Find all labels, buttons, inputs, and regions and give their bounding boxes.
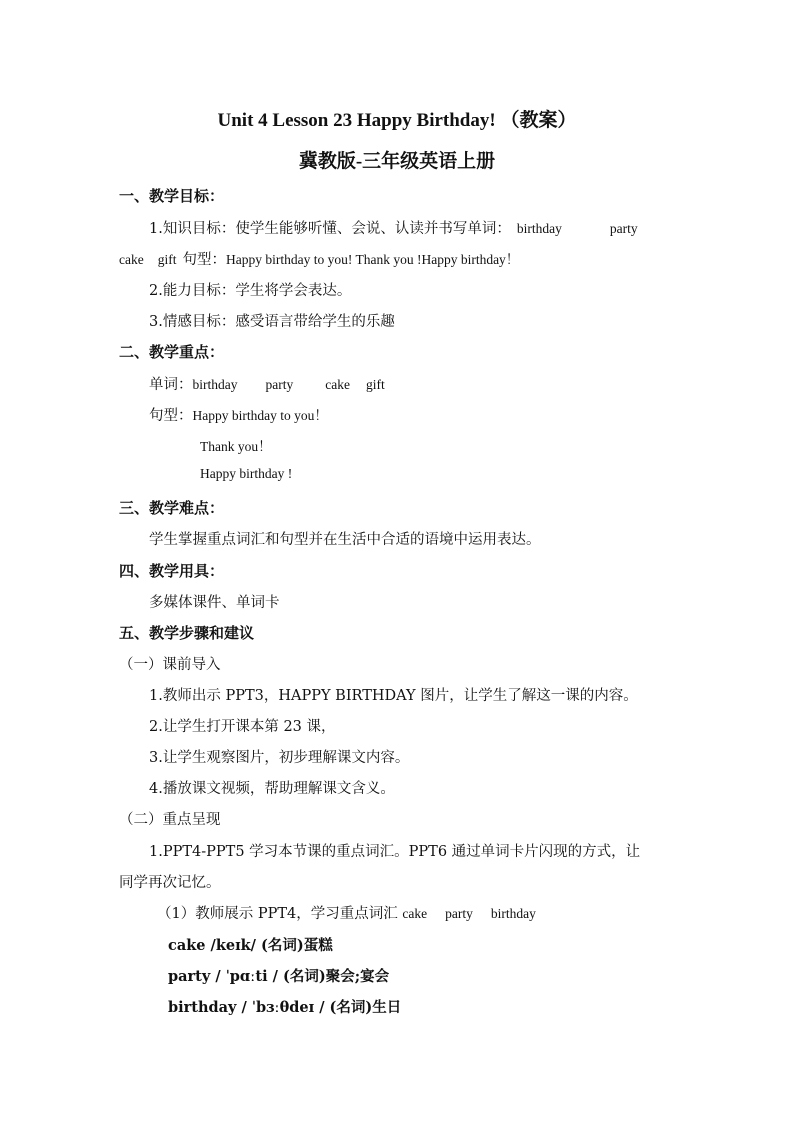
word-party: party [609,221,638,236]
word-gift: gift [157,252,177,267]
presentation-vocab-line [157,902,536,923]
key-word-party: party [265,377,294,392]
sentence-text: Happy birthday to you! Thank you !Happy birthday！ [225,252,520,267]
vocab-entry-party: party / ˈpɑːti / (名词)聚会;宴会 [168,968,390,985]
key-sentence-3: Happy birthday ! [200,466,293,481]
key-sentence-1: Happy birthday to you！ [192,408,328,423]
subsection-presentation: （二）重点呈现 [119,812,221,828]
presentation-word-cake: cake [402,906,428,921]
word-birthday: birthday [516,221,562,236]
objective-emotion: 3.情感目标：感受语言带给学生的乐趣 [149,314,395,330]
section-heading-key-points: 二、教学重点： [119,343,225,361]
word-cake: cake [119,252,144,267]
key-sentence-2: Thank you！ [200,439,272,454]
objective-sentence-line [119,248,519,269]
key-word-birthday: birthday [192,377,238,392]
section-heading-materials: 四、教学用具： [119,562,225,580]
key-sentence-label: 句型： [149,408,193,424]
vocab-entry-birthday: birthday / ˈbɜːθdeɪ / (名词)生日 [168,999,402,1016]
objective-knowledge-line [149,217,638,238]
presentation-paragraph-line1: 1.PPT4-PPT5 学习本节课的重点词汇。PPT6 通过单词卡片闪现的方式，让 [149,844,641,860]
step-3: 3.让学生观察图片，初步理解课文内容。 [149,750,410,766]
key-words-line [149,373,385,394]
section-heading-difficulties: 三、教学难点： [119,499,225,517]
step-4: 4.播放课文视频，帮助理解课文含义。 [149,781,395,797]
key-word-gift: gift [365,377,385,392]
presentation-word-party: party [445,906,473,921]
objective-knowledge-text: 1.知识目标：使学生能够听懂、会说、认读并书写单词： [149,221,511,237]
key-words-label: 单词： [149,377,193,393]
section-heading-steps: 五、教学步骤和建议 [119,624,255,642]
objective-ability: 2.能力目标：学生将学会表达。 [149,283,352,299]
section-heading-objectives: 一、教学目标： [119,187,225,205]
document-title: Unit 4 Lesson 23 Happy Birthday! （教案） [217,110,577,131]
presentation-word-birthday: birthday [490,906,536,921]
step-2: 2.让学生打开课本第 23 课， [149,719,336,735]
key-sentence-line [149,404,328,425]
presentation-paragraph-line2: 同学再次记忆。 [119,875,221,891]
subsection-warmup: （一）课前导入 [119,657,221,673]
difficulties-text: 学生掌握重点词汇和句型并在生活中合适的语境中运用表达。 [149,532,541,548]
document-subtitle: 冀教版-三年级英语上册 [298,151,496,172]
key-word-cake: cake [325,377,350,392]
materials-text: 多媒体课件、单词卡 [149,595,280,611]
vocab-entry-cake: cake /keɪk/ (名词)蛋糕 [168,937,333,954]
sentence-label: 句型： [182,252,226,268]
presentation-vocab-text: （1）教师展示 PPT4，学习重点词汇 [157,906,403,922]
step-1: 1.教师出示 PPT3，HAPPY BIRTHDAY 图片，让学生了解这一课的内容。 [149,688,638,704]
